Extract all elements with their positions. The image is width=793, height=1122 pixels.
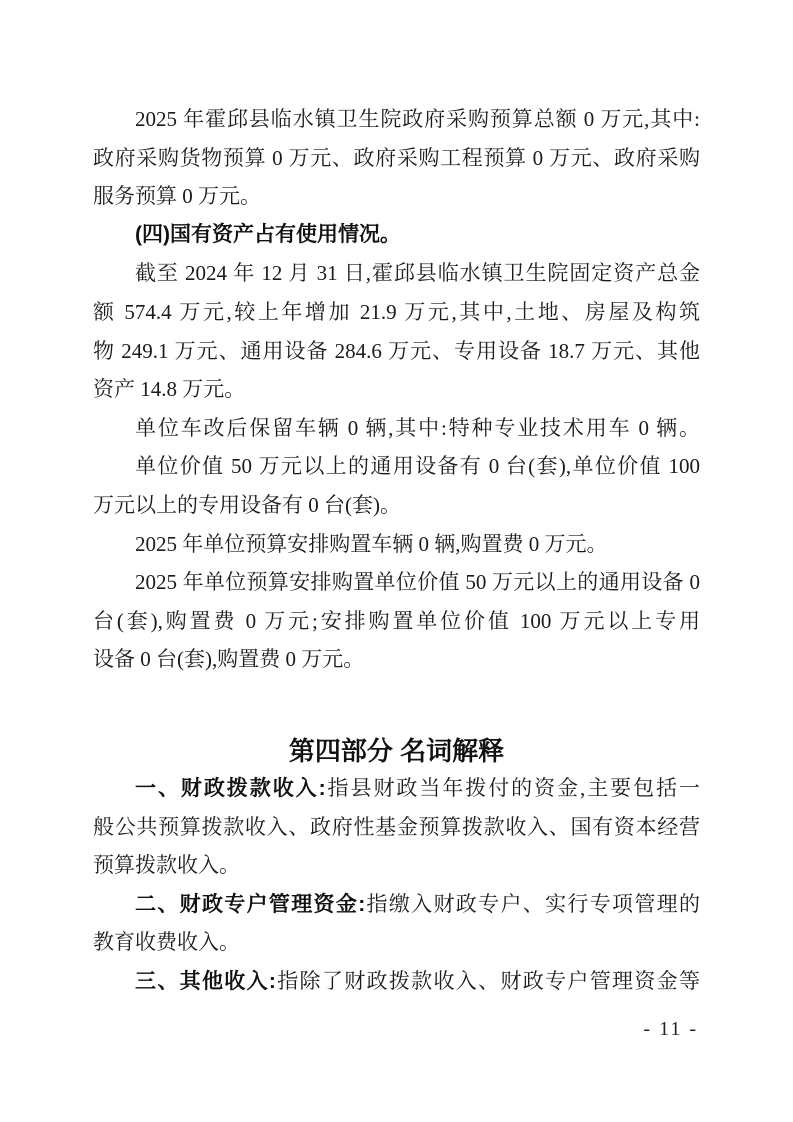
text-line: 2025 年单位预算安排购置单位价值 50 万元以上的通用设备 0 [135,570,700,595]
term-definition: 指除了财政拨款收入、财政专户管理资金等 [275,968,701,993]
text-line: 单位车改后保留车辆 0 辆,其中:特种专业技术用车 0 辆。 [135,415,700,440]
text-line: 物 249.1 万元、通用设备 284.6 万元、专用设备 18.7 万元、其他 [93,338,700,363]
content-area [93,100,700,1000]
term-line [93,962,700,1001]
part4-heading: 第四部分 名词解释 [288,735,505,766]
page-number: - 11 - [643,1018,698,1040]
text-line: 般公共预算拨款收入、政府性基金预算拨款收入、国有资本经营 [93,814,700,839]
text-line: 单位价值 50 万元以上的通用设备有 0 台(套),单位价值 100 [135,454,700,479]
text-line: 预算拨款收入。 [93,853,240,878]
text-line: 额 574.4 万元,较上年增加 21.9 万元,其中,土地、房屋及构筑 [93,299,700,324]
text-line: 设备 0 台(套),购置费 0 万元。 [93,647,365,672]
text-line: 2025 年霍邱县临水镇卫生院政府采购预算总额 0 万元,其中: [135,107,700,131]
text-line: 教育收费收入。 [93,930,240,955]
term-definition: 指县财政当年拨付的资金,主要包括一 [325,775,700,800]
text-line: 2025 年单位预算安排购置车辆 0 辆,购置费 0 万元。 [135,531,608,556]
text-line: 服务预算 0 万元。 [93,184,261,209]
term-line [93,885,700,924]
subsection-heading: (四)国有资产占有使用情况。 [135,222,401,246]
term-label: 二、财政专户管理资金: [135,892,366,916]
text-line: 万元以上的专用设备有 0 台(套)。 [93,492,401,517]
term-label: 一、财政拨款收入: [135,776,326,800]
text-line: 政府采购货物预算 0 万元、政府采购工程预算 0 万元、政府采购 [93,145,700,170]
text-line: 资产 14.8 万元。 [93,377,246,402]
text-line: 截至 2024 年 12 月 31 日,霍邱县临水镇卫生院固定资产总金 [135,261,700,286]
term-line [93,769,700,808]
text-line: 台(套),购置费 0 万元;安排购置单位价值 100 万元以上专用 [93,608,700,633]
term-label: 三、其他收入: [135,969,276,993]
term-definition: 指缴入财政专户、实行专项管理的 [365,891,701,916]
